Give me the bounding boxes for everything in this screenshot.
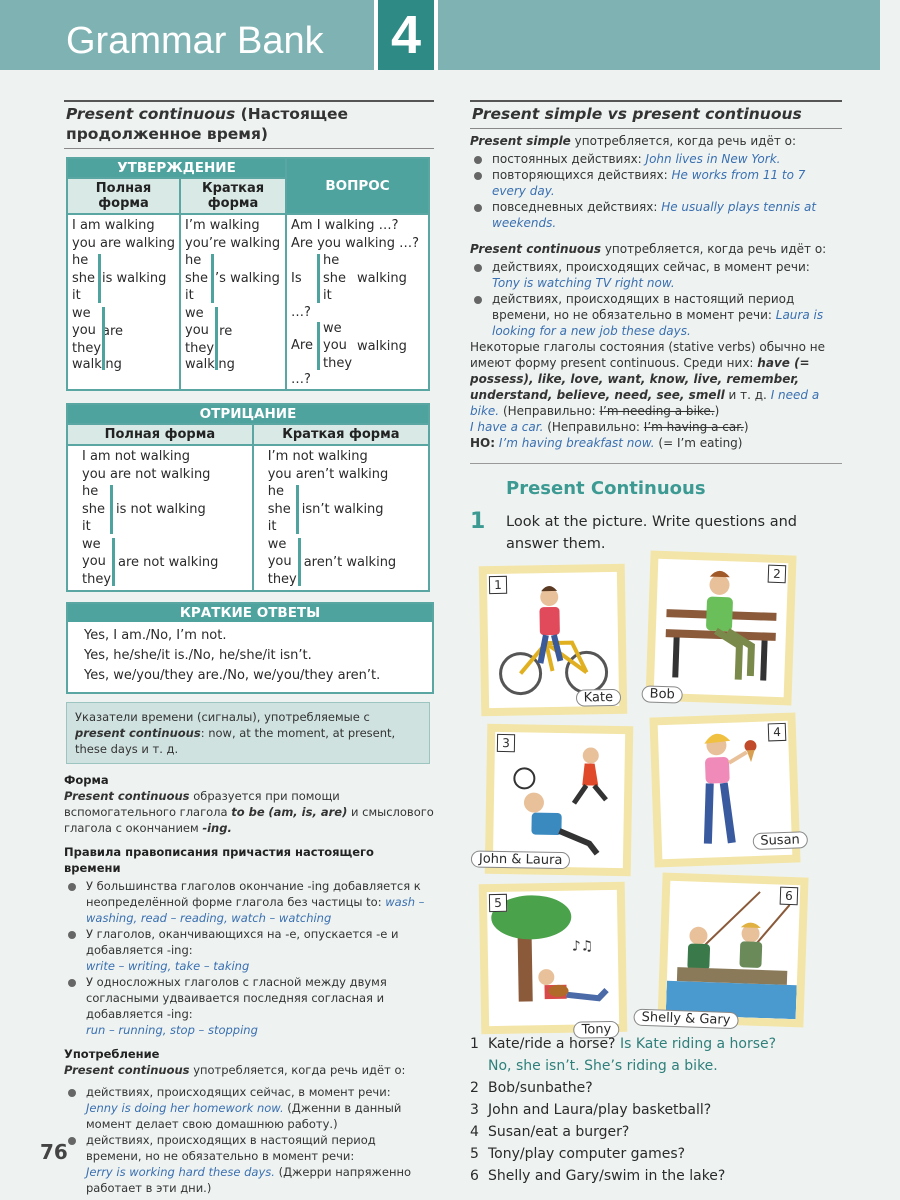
question-item xyxy=(470,1099,842,1121)
but-label: НО: xyxy=(470,436,496,450)
ps-item-text: повседневных действиях: xyxy=(492,200,658,214)
verb-form: is not walking xyxy=(116,501,206,517)
form-section xyxy=(64,772,434,836)
short-answers-box xyxy=(66,602,434,694)
left-section-title xyxy=(64,100,434,149)
aux-verb: Is xyxy=(291,270,302,286)
negative-table xyxy=(66,403,430,592)
pronoun: they xyxy=(72,340,102,356)
verb-form: are not walking xyxy=(118,554,219,570)
but-example: I’m having breakfast now. xyxy=(498,436,655,450)
pronoun-group xyxy=(291,320,424,388)
present-continuous-block xyxy=(470,241,842,451)
usage-item xyxy=(86,1084,434,1132)
ps-example: John lives in New York. xyxy=(645,152,781,166)
model-question: Is Kate riding a horse? xyxy=(619,1036,777,1052)
col-full-form: Полная форма xyxy=(67,178,180,214)
question-number: 1 xyxy=(470,1036,479,1052)
text-line: you aren’t walking xyxy=(267,466,389,482)
pc-tense: Present continuous xyxy=(470,242,601,256)
picture-grid xyxy=(470,565,842,1038)
pronoun: you xyxy=(267,554,292,569)
picture-6 xyxy=(641,872,808,1028)
picture-number: 4 xyxy=(768,723,787,742)
question-prompt: Kate/ride a horse? xyxy=(488,1036,616,1052)
pronoun: you xyxy=(185,323,209,338)
pronoun: they xyxy=(82,571,112,587)
pronoun-group xyxy=(268,483,424,536)
form-tense: Present continuous xyxy=(64,789,190,803)
brace xyxy=(294,538,301,587)
pronoun-group xyxy=(185,305,281,373)
but-note: (= I’m eating) xyxy=(658,436,743,450)
brace xyxy=(292,485,299,534)
question-number: 5 xyxy=(470,1146,479,1162)
usage-example: Jerry is working hard these days. xyxy=(86,1165,275,1179)
short-answer-line: Yes, we/you/they are./No, we/you/they aren’t. xyxy=(84,668,381,683)
pronoun: you xyxy=(82,554,106,569)
pronoun: we xyxy=(267,536,287,552)
ps-item-text: постоянных действиях: xyxy=(492,152,642,166)
text-line: I’m walking xyxy=(185,218,260,233)
pc-item-text: действиях, происходящих сейчас, в момент речи: xyxy=(492,260,810,274)
pronoun: you xyxy=(323,338,347,353)
usage-item xyxy=(86,1132,434,1196)
question-item xyxy=(470,1121,842,1143)
pronoun: she xyxy=(185,270,209,286)
text-line: Am I walking …? xyxy=(291,218,399,233)
pronoun: we xyxy=(72,305,91,321)
question-prompt: John and Laura/play basketball? xyxy=(488,1102,712,1118)
exercise-section-title: Present Continuous xyxy=(506,478,706,499)
verb-form: ’re walking xyxy=(185,323,235,372)
ps-item xyxy=(492,199,842,231)
form-text: образуется при помощи вспомогательного глагола xyxy=(64,789,340,819)
verb-form: ’s walking xyxy=(215,270,280,286)
unit-number: 4 xyxy=(390,5,422,65)
brace xyxy=(207,254,214,303)
rule-text: У большинства глаголов окончание -ing добавляется к неопределённой форме глагола без частицы to: xyxy=(86,879,421,909)
pronoun: she xyxy=(323,270,347,286)
ps-text: употребляется, когда речь идёт о: xyxy=(574,134,797,148)
question-prompt: Tony/play computer games? xyxy=(488,1146,686,1162)
form-aux-forms: (am, is, are) xyxy=(268,805,348,819)
wrong-example: I’m needing a bike. xyxy=(599,404,715,418)
pc-example: Tony is watching TV right now. xyxy=(492,276,675,290)
title-tense: Present continuous xyxy=(66,105,236,123)
picture-label: Tony xyxy=(573,1021,619,1039)
question-prompt: Shelly and Gary/swim in the lake? xyxy=(488,1168,726,1184)
brace xyxy=(211,307,218,371)
col-short-form: Краткая форма xyxy=(253,424,429,445)
wrong-label: (Неправильно: xyxy=(502,404,596,418)
text-line: Are you walking …? xyxy=(291,235,420,251)
picture-5 xyxy=(479,882,628,1038)
brace xyxy=(94,254,101,303)
affirm-short-cell xyxy=(180,214,286,390)
usage-title: Употребление xyxy=(64,1047,160,1061)
pc-item xyxy=(492,259,842,291)
neg-full-cell xyxy=(67,445,253,591)
picture-label: Susan xyxy=(752,831,808,850)
exercise-number: 1 xyxy=(470,509,486,534)
text-line: you are walking xyxy=(72,235,176,251)
ps-example: He usually plays tennis at weekends. xyxy=(492,200,817,230)
usage-item-text: действиях, происходящих в настоящий период времени, но не обязательно в момент речи: xyxy=(86,1133,376,1163)
wrong-close: ) xyxy=(743,420,749,434)
question-prompt: Bob/sunbathe? xyxy=(488,1080,593,1096)
picture-number: 1 xyxy=(489,576,507,594)
picture-label: Shelly & Gary xyxy=(633,1009,738,1030)
picture-label: Kate xyxy=(576,689,622,707)
model-answer: No, she isn’t. She’s riding a bike. xyxy=(488,1058,718,1074)
question-cell xyxy=(286,214,429,390)
pronoun-group xyxy=(185,252,281,305)
page-number: 76 xyxy=(40,1140,68,1164)
usage-tense: Present continuous xyxy=(64,1063,190,1077)
page-title: Grammar Bank xyxy=(66,20,324,62)
picture-label: Bob xyxy=(641,685,683,703)
wrong-label: (Неправильно: xyxy=(547,420,640,434)
verb-form: walking …? xyxy=(291,338,407,387)
right-column xyxy=(470,100,842,1187)
pronoun-group xyxy=(82,536,248,589)
pronoun: you xyxy=(72,323,96,338)
picture-number: 3 xyxy=(497,734,515,752)
pronoun: she xyxy=(82,501,106,517)
pronoun-group xyxy=(82,483,248,536)
form-title: Форма xyxy=(64,773,109,787)
affirm-full-cell xyxy=(67,214,180,390)
pronoun: it xyxy=(323,288,332,303)
short-answer-line: Yes, he/she/it is./No, he/she/it isn’t. xyxy=(84,648,312,663)
col-full-form: Полная форма xyxy=(67,424,253,445)
picture-number: 5 xyxy=(489,894,507,912)
left-column xyxy=(64,100,434,1196)
pronoun-group xyxy=(291,252,424,320)
pronoun: she xyxy=(267,501,291,517)
pronoun: we xyxy=(185,305,204,321)
wrong-example: I’m having a car. xyxy=(643,420,744,434)
picture-4 xyxy=(649,712,800,867)
form-text: и смыслового глагола с окончанием xyxy=(64,805,434,835)
brace xyxy=(317,254,324,303)
note-text: Указатели времени (сигналы), употребляемые с xyxy=(75,710,370,724)
time-markers-note xyxy=(66,702,430,764)
present-simple-block xyxy=(470,133,842,231)
stative-example: I have a car. xyxy=(470,420,544,434)
pronoun: he xyxy=(185,253,202,268)
ps-example: He works from 11 to 7 every day. xyxy=(492,168,806,198)
note-markers: : now, at the moment, at present, these days и т. д. xyxy=(75,726,396,756)
rule-example: run – running, stop – stopping xyxy=(86,1023,258,1037)
ps-tense: Present simple xyxy=(470,134,571,148)
pronoun: we xyxy=(82,536,101,552)
pc-item xyxy=(492,291,842,339)
wrong-close: ) xyxy=(714,404,720,418)
usage-translation: (Дженни в данный момент делает свою домашнюю работу.) xyxy=(86,1101,402,1131)
col-short-form: Краткая форма xyxy=(180,178,286,214)
spelling-rule xyxy=(86,974,434,1038)
neg-short-cell xyxy=(253,445,429,591)
svg-text:♪♫: ♪♫ xyxy=(571,938,594,955)
stative-text: Некоторые глаголы состояния (stative verbs) обычно не имеют форму present continuous. Среди них: xyxy=(470,340,825,370)
note-tense: present continuous xyxy=(75,726,201,740)
rule-example: write – writing, take – taking xyxy=(86,959,250,973)
exercise-instruction xyxy=(470,511,842,555)
text-line: I’m not walking xyxy=(267,449,368,464)
rule-text: У односложных глаголов с гласной между двумя согласными удваивается последняя согласная и добавляется -ing: xyxy=(86,975,387,1021)
pronoun: he xyxy=(72,253,89,268)
ps-item xyxy=(492,151,842,167)
page-header xyxy=(0,0,880,70)
picture-2 xyxy=(645,550,796,705)
usage-text: употребляется, когда речь идёт о: xyxy=(193,1063,406,1077)
text-line: I am walking xyxy=(72,218,155,233)
form-ending: -ing. xyxy=(202,821,232,835)
verb-form: are walking xyxy=(72,323,124,372)
text-line: I am not walking xyxy=(82,449,190,464)
verb-form: isn’t walking xyxy=(301,501,384,517)
brace xyxy=(108,538,115,587)
pc-text: употребляется, когда речь идёт о: xyxy=(604,242,827,256)
ps-item xyxy=(492,167,842,199)
instruction-text: Look at the picture. Write questions and answer them. xyxy=(506,514,797,552)
unit-badge xyxy=(374,0,438,70)
usage-section xyxy=(64,1046,434,1196)
short-answer-line: Yes, I am./No, I’m not. xyxy=(84,628,227,643)
right-section-title: Present simple vs present continuous xyxy=(470,100,842,129)
pronoun: they xyxy=(267,571,297,587)
question-item xyxy=(470,1077,842,1099)
pronoun: it xyxy=(72,288,81,303)
pronoun: they xyxy=(185,340,215,356)
football-illustration xyxy=(493,732,625,868)
rule-text: У глаголов, оканчивающихся на -e, опускается -e и добавляется -ing: xyxy=(86,927,399,957)
pc-item-text: действиях, происходящих в настоящий период времени, но не обязательно в момент речи: xyxy=(492,292,795,322)
rule-example: wash – washing, read – reading, watch – watching xyxy=(86,895,425,925)
usage-translation: (Джерри напряженно работает в эти дни.) xyxy=(86,1165,412,1195)
pronoun: he xyxy=(323,253,340,268)
question-number: 3 xyxy=(470,1102,479,1118)
pronoun: it xyxy=(267,519,277,534)
pronoun: she xyxy=(72,270,96,286)
pronoun: they xyxy=(323,355,353,371)
question-number: 2 xyxy=(470,1080,479,1096)
brace xyxy=(106,485,113,534)
title-ru: (Настоящее продолженное время) xyxy=(66,105,349,143)
spelling-rule xyxy=(86,926,434,974)
pronoun: he xyxy=(82,484,99,499)
stative-example: I need a bike. xyxy=(470,388,820,418)
spelling-title: Правила правописания причастия настоящего времени xyxy=(64,845,374,875)
pronoun-group xyxy=(72,252,175,305)
short-answers-header: КРАТКИЕ ОТВЕТЫ xyxy=(68,604,432,622)
text-line: you’re walking xyxy=(185,235,281,251)
picture-3 xyxy=(478,724,634,877)
affirmative-question-table xyxy=(66,157,430,391)
picture-number: 6 xyxy=(780,887,799,906)
usage-item-text: действиях, происходящих сейчас, в момент речи: xyxy=(86,1085,391,1099)
pronoun: he xyxy=(267,484,284,499)
verb-form: aren’t walking xyxy=(303,554,397,570)
negative-header: ОТРИЦАНИЕ xyxy=(67,404,429,424)
picture-number: 2 xyxy=(768,565,787,584)
text-line: you are not walking xyxy=(82,466,211,482)
picture-label: John & Laura xyxy=(471,850,571,869)
verb-form: walking …? xyxy=(291,270,407,320)
question-item xyxy=(470,1143,842,1165)
question-header: ВОПРОС xyxy=(286,158,429,214)
stative-verbs: have (= possess), like, love, want, know, live, remember, understand, believe, need, see, smell xyxy=(470,356,810,402)
spelling-section xyxy=(64,844,434,1038)
usage-example: Jenny is doing her homework now. xyxy=(86,1101,284,1115)
question-list xyxy=(470,1033,842,1187)
verb-form: is walking xyxy=(102,270,167,286)
pronoun: it xyxy=(82,519,91,534)
pc-example: Laura is looking for a new job these days. xyxy=(492,308,824,338)
aux-verb: Are xyxy=(291,338,313,354)
pronoun-group xyxy=(268,536,424,589)
question-item xyxy=(470,1165,842,1187)
brace xyxy=(98,307,105,371)
brace xyxy=(317,322,324,371)
question-number: 4 xyxy=(470,1124,479,1140)
pronoun: we xyxy=(323,320,342,336)
form-aux: to be xyxy=(231,805,265,819)
question-item xyxy=(470,1033,842,1077)
stative-etc: и т. д. xyxy=(728,388,767,402)
spelling-rule xyxy=(86,878,434,926)
pronoun-group xyxy=(72,305,175,373)
pronoun: it xyxy=(185,288,194,303)
affirm-header: УТВЕРЖДЕНИЕ xyxy=(67,158,286,178)
picture-1 xyxy=(479,564,628,717)
question-number: 6 xyxy=(470,1168,479,1184)
question-prompt: Susan/eat a burger? xyxy=(488,1124,630,1140)
ps-item-text: повторяющихся действиях: xyxy=(492,168,668,182)
